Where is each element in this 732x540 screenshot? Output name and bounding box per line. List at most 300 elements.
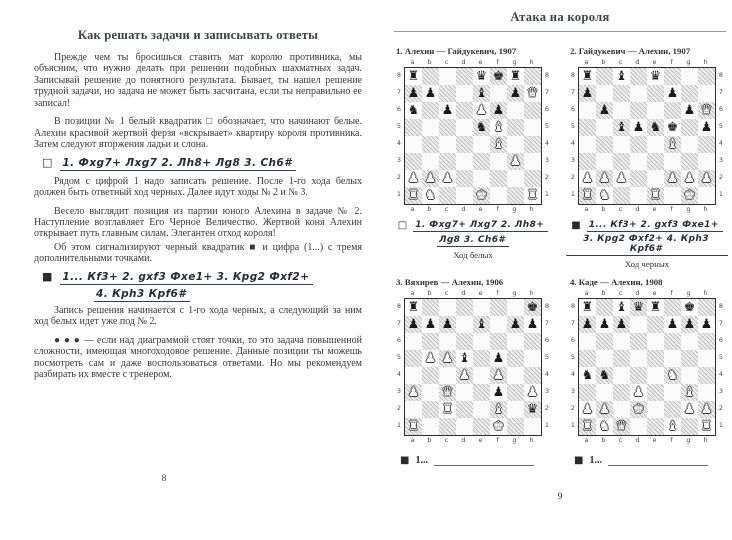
board-square [405,384,422,401]
board-square [630,68,647,85]
board-square [596,367,613,384]
black-bishop-icon: ♝ [615,300,628,315]
board-square [630,153,647,170]
board-square [524,401,541,418]
board-square [664,85,681,102]
board-square [422,299,439,316]
board-square [490,401,507,418]
white-pawn-icon: ♟ [407,385,420,400]
board-square [630,350,647,367]
board-square [698,367,715,384]
board-square [664,187,681,204]
board-square [507,153,524,170]
board-square [524,384,541,401]
white-knight-icon: ♞ [598,419,611,434]
board-square [579,299,596,316]
board-file-labels: a b c d e f g h [410,289,534,297]
board-file-labels: a b c d e f g h [584,289,708,297]
board-square [681,418,698,435]
white-rook-icon: ♜ [700,419,713,434]
board-square [405,119,422,136]
diagram-caption: 3. Вяхирев — Алехин, 1906 [396,277,504,287]
white-pawn-icon: ♟ [492,368,505,383]
board-square [439,119,456,136]
board-square [630,418,647,435]
board-square [647,85,664,102]
board-square [681,316,698,333]
board-square [439,350,456,367]
chess-board [394,289,552,445]
black-pawn-icon: ♟ [581,317,594,332]
board-squares [404,298,542,436]
black-bishop-icon: ♝ [615,120,628,135]
white-pawn-icon: ♟ [666,171,679,186]
page-number-left: 8 [161,474,167,484]
board-square [681,68,698,85]
black-rook-icon: ♜ [581,69,594,84]
board-square [681,350,698,367]
diagram-3 [392,277,554,466]
board-square [664,68,681,85]
board-square [490,299,507,316]
white-pawn-icon: ♟ [424,171,437,186]
board-square [405,401,422,418]
diagram-4 [566,277,728,466]
board-square [456,187,473,204]
board-square [613,350,630,367]
board-square [579,384,596,401]
black-king-icon: ♚ [526,300,539,315]
board-square [473,102,490,119]
paragraph-task2: Весело выглядит позиция из партии юного Алехина в задаче № 2. Наступление возглавляет Его Черное Величество. Жертвой коня Алехин открывает путь главным силам. Элегантен отход короля! [34,205,362,240]
board-square [681,153,698,170]
black-king-icon: ♚ [666,120,679,135]
board-square [647,153,664,170]
board-rank-labels: 8 7 6 5 4 3 2 1 [396,71,402,198]
board-square [613,384,630,401]
board-square [664,170,681,187]
white-bishop-icon: ♝ [492,120,505,135]
black-knight-icon: ♞ [475,120,488,135]
board-square [613,418,630,435]
board-square [613,68,630,85]
black-pawn-icon: ♟ [700,120,713,135]
page-title: Как решать задачи и записывать ответы [77,28,319,42]
board-square [596,418,613,435]
board-square [613,367,630,384]
white-pawn-icon: ♟ [581,171,594,186]
white-pawn-icon: ♟ [700,402,713,417]
board-square [507,187,524,204]
left-page [34,28,362,383]
black-king-icon: ♚ [683,300,696,315]
paragraph-white-square: В позиции № 1 белый квадратик □ обозначает, что начинают белые. Алехин красивой жертвой ферзя «вскрывает» квартиру короля противника. Затем следуют вторжения ладьи и слона. [34,116,362,151]
board-square [507,102,524,119]
board-square [473,418,490,435]
black-pawn-icon: ♟ [615,317,628,332]
board-square [490,350,507,367]
board-square [647,384,664,401]
board-square [579,68,596,85]
chess-board [568,289,726,445]
handwritten-line: 3. Кpg2 Фxf2+ 4. Кph3 Кpf6# [566,234,728,256]
board-square [439,333,456,350]
board-square [473,401,490,418]
board-square [456,119,473,136]
board-square [490,119,507,136]
board-square [681,384,698,401]
board-square [596,102,613,119]
white-queen-icon: ♛ [526,86,539,101]
white-square-icon: □ [397,220,408,231]
board-square [422,102,439,119]
black-bishop-icon: ♝ [615,69,628,84]
board-square [507,299,524,316]
white-pawn-icon: ♟ [598,171,611,186]
white-pawn-icon: ♟ [407,171,420,186]
page-number-right: 9 [557,492,563,502]
board-square [596,187,613,204]
board-square [630,367,647,384]
black-pawn-icon: ♟ [509,317,522,332]
board-square [579,367,596,384]
board-square [507,68,524,85]
board-square [596,316,613,333]
board-square [456,68,473,85]
white-king-icon: ♚ [475,188,488,203]
board-square [439,187,456,204]
board-square [681,119,698,136]
paragraph-black-square: Об этом сигнализируют черный квадратик ■ и цифра (1...) с тремя дополнительными точками. [34,241,362,265]
black-rook-icon: ♜ [581,300,594,315]
black-king-icon: ♚ [492,69,505,84]
board-square [524,102,541,119]
board-square [647,316,664,333]
board-square [490,333,507,350]
black-pawn-icon: ♟ [683,317,696,332]
board-square [524,333,541,350]
board-square [647,401,664,418]
board-square [490,153,507,170]
board-square [524,136,541,153]
chess-board [394,58,552,214]
board-square [456,85,473,102]
board-square [439,68,456,85]
board-square [456,350,473,367]
white-king-icon: ♚ [492,419,505,434]
black-pawn-icon: ♟ [492,385,505,400]
board-square [524,367,541,384]
black-square-icon: ■ [400,455,410,466]
black-square-icon: ■ [571,220,581,231]
board-square [698,119,715,136]
board-square [647,119,664,136]
black-knight-icon: ♞ [581,368,594,383]
black-queen-icon: ♛ [632,300,645,315]
board-square [596,350,613,367]
board-square [596,136,613,153]
board-square [524,85,541,102]
board-square [613,102,630,119]
board-square [405,68,422,85]
answer-blank [434,455,534,466]
paragraph-black-move-rule: Запись решения начинается с 1-го хода черных, а следующий за ним ход белых идет уже под № 2. [34,304,362,328]
board-square [507,316,524,333]
board-square [456,367,473,384]
black-pawn-icon: ♟ [441,103,454,118]
white-pawn-icon: ♟ [475,103,488,118]
white-bishop-icon: ♝ [666,419,679,434]
board-square [579,316,596,333]
board-square [473,85,490,102]
white-rook-icon: ♜ [581,419,594,434]
white-pawn-icon: ♟ [683,402,696,417]
board-square [473,384,490,401]
black-pawn-icon: ♟ [632,120,645,135]
black-pawn-icon: ♟ [598,317,611,332]
board-square [405,187,422,204]
board-square [664,418,681,435]
handwritten-solution-1: 1. Фxg7+ Лxg7 2. Лh8+ Лg8 3. Ch6# [60,157,295,171]
board-square [422,350,439,367]
board-square [664,367,681,384]
board-square [405,85,422,102]
board-rank-labels: 8 7 6 5 4 3 2 1 [544,302,550,429]
board-square [613,187,630,204]
answer-row [400,455,554,466]
board-square [490,170,507,187]
board-square [456,153,473,170]
board-file-labels: a b c d e f g h [584,436,708,444]
white-knight-icon: ♞ [424,188,437,203]
diagram-caption: 4. Каде — Алехин, 1908 [570,277,663,287]
board-square [422,418,439,435]
black-pawn-icon: ♟ [666,317,679,332]
black-pawn-icon: ♟ [492,351,505,366]
board-square [422,119,439,136]
diagram-grid [392,46,728,474]
board-file-labels: a b c d e f g h [410,205,534,213]
board-square [473,187,490,204]
black-bishop-icon: ♝ [458,351,471,366]
board-square [681,401,698,418]
board-square [647,187,664,204]
board-square [579,153,596,170]
chess-board [568,58,726,214]
board-square [524,350,541,367]
answer-blank [608,455,708,466]
board-square [698,316,715,333]
board-square [490,68,507,85]
black-pawn-icon: ♟ [441,317,454,332]
board-square [422,367,439,384]
board-square [630,170,647,187]
board-square [630,333,647,350]
board-square [405,316,422,333]
board-square [613,333,630,350]
board-square [405,102,422,119]
board-square [698,333,715,350]
board-square [647,418,664,435]
board-square [596,68,613,85]
board-square [698,418,715,435]
board-square [579,350,596,367]
board-square [439,136,456,153]
right-page [392,10,728,474]
board-square [698,384,715,401]
board-square [647,136,664,153]
board-square [490,418,507,435]
black-pawn-icon: ♟ [424,86,437,101]
board-square [596,170,613,187]
board-rank-labels: 8 7 6 5 4 3 2 1 [718,71,724,198]
board-square [681,299,698,316]
board-square [422,85,439,102]
board-square [473,136,490,153]
white-rook-icon: ♜ [526,188,539,203]
board-square [630,187,647,204]
board-square [630,136,647,153]
board-square [630,299,647,316]
board-square [422,170,439,187]
board-square [422,187,439,204]
board-square [473,350,490,367]
handwritten-line: 1... Кf3+ 2. gxf3 Фxe1+ [587,220,723,232]
diagram-solution [566,220,728,269]
answer-row [574,455,728,466]
black-queen-icon: ♛ [649,69,662,84]
board-square [439,85,456,102]
white-pawn-icon: ♟ [424,351,437,366]
board-square [524,316,541,333]
board-square [439,299,456,316]
board-square [596,85,613,102]
black-pawn-icon: ♟ [598,103,611,118]
board-square [698,350,715,367]
board-square [473,333,490,350]
board-square [613,401,630,418]
black-square-icon: ■ [42,269,53,283]
board-square [439,170,456,187]
board-square [579,136,596,153]
answer-prefix: 1... [415,455,428,466]
board-square [647,68,664,85]
black-rook-icon: ♜ [407,69,420,84]
board-square [422,68,439,85]
board-square [698,102,715,119]
solution-example-1 [42,157,362,171]
board-square [422,384,439,401]
white-bishop-icon: ♝ [683,385,696,400]
board-square [473,119,490,136]
board-square [664,136,681,153]
board-square [664,384,681,401]
board-square [630,316,647,333]
black-bishop-icon: ♝ [475,317,488,332]
black-pawn-icon: ♟ [407,317,420,332]
board-square [681,170,698,187]
board-square [613,316,630,333]
paragraph-record-rule: Рядом с цифрой 1 надо записать решение. После 1-го хода белых должен быть ответный ход черных. Далее идут ходы № 2 и № 3. [34,175,362,199]
black-pawn-icon: ♟ [526,317,539,332]
paragraph-intro: Прежде чем ты бросишься ставить мат королю противника, мы объясним, что нужно делать при решении подобных шахматных задач. Записывай решение до понятного результата. Бывает, ты нашел решение трудной задачи, но задача не может быть засчитана, если ты неправильно ее записал! [34,52,362,109]
handwritten-solution-2-line1: 1... Кf3+ 2. gxf3 Фxe1+ 3. Кpg2 Фxf2+ [60,271,313,285]
handwritten-line: Лg8 3. Ch6# [437,235,509,247]
board-square [490,367,507,384]
board-square [613,153,630,170]
board-square [630,401,647,418]
board-square [647,299,664,316]
board-square [456,401,473,418]
white-king-icon: ♚ [683,188,696,203]
board-square [681,333,698,350]
board-square [405,136,422,153]
board-rank-labels: 8 7 6 5 4 3 2 1 [544,71,550,198]
white-rook-icon: ♜ [581,188,594,203]
diagram-caption: 2. Гайдукевич — Алехин, 1907 [570,46,691,56]
board-square [613,299,630,316]
board-square [596,401,613,418]
board-square [664,316,681,333]
white-pawn-icon: ♟ [683,171,696,186]
black-pawn-icon: ♟ [683,103,696,118]
board-square [664,119,681,136]
board-square [405,153,422,170]
white-bishop-icon: ♝ [492,137,505,152]
white-pawn-icon: ♟ [581,402,594,417]
board-file-labels: a b c d e f g h [410,436,534,444]
board-square [664,401,681,418]
board-square [405,418,422,435]
board-square [698,153,715,170]
board-square [647,350,664,367]
board-square [473,367,490,384]
white-pawn-icon: ♟ [615,171,628,186]
black-queen-icon: ♛ [475,69,488,84]
board-square [524,170,541,187]
paragraph-dots-note: ● ● ● — если над диаграммой стоят точки, то это задача повышенной сложности, имеющая многоходовое решение. Данные позиции ты можешь посмотреть сам и даже воспользоваться ответами. Но мы рекомендуем разбирать их вместе с тренером. [34,334,362,381]
board-square [647,333,664,350]
board-square [698,401,715,418]
black-knight-icon: ♞ [598,368,611,383]
board-square [439,384,456,401]
board-file-labels: a b c d e f g h [584,58,708,66]
board-square [579,401,596,418]
black-bishop-icon: ♝ [475,86,488,101]
black-knight-icon: ♞ [407,103,420,118]
board-square [664,333,681,350]
board-square [681,85,698,102]
board-rank-labels: 8 7 6 5 4 3 2 1 [396,302,402,429]
board-square [507,85,524,102]
black-pawn-icon: ♟ [407,86,420,101]
board-square [698,187,715,204]
black-pawn-icon: ♟ [666,86,679,101]
solution-example-2-cont [94,288,362,300]
board-square [405,333,422,350]
white-pawn-icon: ♟ [509,154,522,169]
answer-prefix: 1... [589,455,602,466]
board-square [490,136,507,153]
board-square [647,102,664,119]
board-square [507,136,524,153]
board-square [456,170,473,187]
white-rook-icon: ♜ [649,188,662,203]
black-pawn-icon: ♟ [700,317,713,332]
board-squares [578,67,716,205]
turn-label: Ход белых [453,250,493,260]
board-square [456,418,473,435]
